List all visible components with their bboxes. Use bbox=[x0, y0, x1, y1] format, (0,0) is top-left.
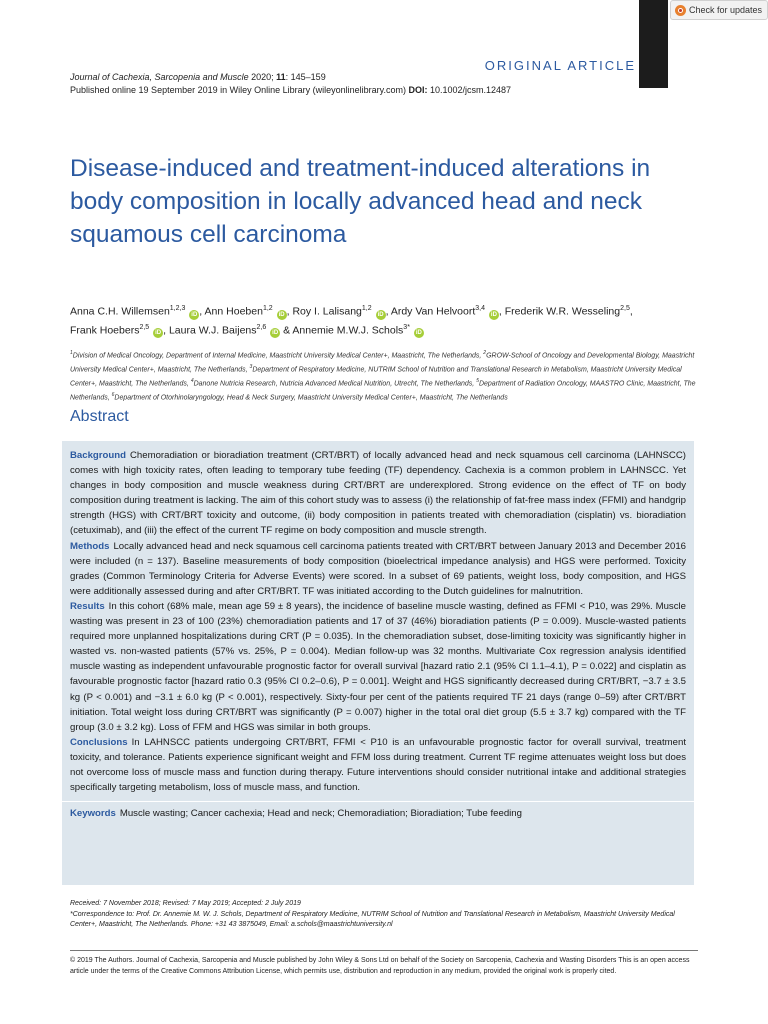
author-name[interactable]: Laura W.J. Baijens bbox=[168, 324, 257, 336]
orcid-icon[interactable]: iD bbox=[191, 311, 198, 318]
keywords-text: Muscle wasting; Cancer cachexia; Head and neck; Chemoradiation; Bioradiation; Tube feeding bbox=[119, 808, 522, 820]
author-name[interactable]: Frederik W.R. Wesseling bbox=[504, 305, 621, 318]
abstract-results bbox=[70, 599, 686, 735]
abstract-keywords bbox=[70, 802, 686, 821]
orcid-icon[interactable]: iD bbox=[278, 311, 285, 318]
header-black-tab bbox=[639, 0, 668, 88]
background-text: Chemoradiation or bioradiation treatment (CRT/BRT) of locally advanced head and neck squamous cell carcinoma (LAHNSCC) comes with high toxicity rates, often leading to temporary tube feeding (TF) dependency. Cachexia is a common problem in LAHNSCC. Yet changes in body composition and muscle weakness during CRT/BRT are underexplored. Strong evidence on the effect of TF on body composition during treatment is lacking. The aim of this cohort study was to assess (i) the relationship of fat-free mass index (FFMI) and handgrip strength (HGS) with CRT/BRT toxicity and outcome, (ii) body composition in patients treated with chemoradiation (cisplatin) vs. bioradiation (cetuximab), and (iii) the effect of the current TF regime on body composition and muscle strength. bbox=[70, 450, 686, 537]
author-affil-sup: 2,6 bbox=[256, 323, 267, 331]
author-name[interactable]: Ann Hoeben bbox=[204, 305, 263, 318]
abstract-conclusions bbox=[70, 735, 686, 795]
conclusions-text: In LAHNSCC patients undergoing CRT/BRT, FFMI < P10 is an unfavourable prognostic factor for overall survival, treatment toxicity, and tolerance. Patients experience significant weight and FFM loss during treatment. Current TF regime attenuates weight loss but does not overcome loss of muscle mass and function during therapy. Future interventions should consider nutritional intake and additional strategies specifically targeting metabolism, loss of muscle mass, and function. bbox=[70, 736, 686, 794]
affil-text: Danone Nutricia Research, Nutricia Advanced Medical Nutrition, Utrecht, The Netherlands, bbox=[193, 380, 477, 388]
article-type-label: ORIGINAL ARTICLE bbox=[484, 58, 636, 73]
author-affil-sup: 3,4 bbox=[475, 305, 485, 312]
published-online: Published online 19 September 2019 in Wiley Online Library (wileyonlinelibrary.com) bbox=[70, 85, 409, 95]
background-label: Background bbox=[70, 450, 126, 461]
author-separator: , bbox=[286, 305, 293, 318]
author-separator: & bbox=[280, 324, 293, 336]
author-name[interactable]: Ardy Van Helvoort bbox=[390, 305, 476, 318]
orcid-icon[interactable]: iD bbox=[490, 311, 497, 318]
orcid-icon[interactable]: iD bbox=[272, 330, 279, 336]
footer-divider bbox=[70, 950, 698, 951]
affil-text: Department of Otorhinolaryngology, Head & Neck Surgery, Maastricht University Medical Center+, Maastricht, The Netherlands bbox=[114, 394, 508, 402]
abstract-heading: Abstract bbox=[70, 408, 129, 425]
affil-number: 3 bbox=[249, 363, 253, 370]
abstract-box bbox=[62, 441, 694, 885]
affil-text: Department of Respiratory Medicine, NUTRIM School of Nutrition and Translational Research in Metabolism, Maastricht University Medical Center+, Maastricht, The Netherlands, bbox=[70, 366, 682, 388]
affil-text: GROW-School of Oncology and Developmental Biology, Maastricht University Medical Center+, Maastricht, The Netherlands, bbox=[70, 352, 695, 374]
affil-text: Department of Radiation Oncology, MAASTRO Clinic, Maastricht, The Netherlands, bbox=[70, 380, 696, 402]
methods-label: Methods bbox=[70, 540, 110, 552]
orcid-icon[interactable]: iD bbox=[155, 330, 162, 336]
author-name[interactable]: Roy I. Lalisang bbox=[292, 305, 362, 318]
journal-year: 2020; bbox=[248, 72, 277, 82]
affiliations bbox=[70, 348, 698, 404]
crossmark-icon bbox=[675, 5, 686, 16]
check-for-updates-button[interactable] bbox=[670, 0, 768, 20]
author-name[interactable]: Annemie M.W.J. Schols bbox=[292, 324, 404, 336]
affil-number: 5 bbox=[476, 377, 479, 384]
journal-volume: 11 bbox=[276, 72, 286, 82]
license-text: © 2019 The Authors. Journal of Cachexia, Sarcopenia and Muscle published by John Wiley & Sons Ltd on behalf of the Society on Sarcopenia, Cachexia and Wasting Disorders This is an open access article under the terms of the Creative Commons Attribution License, which permits use, distribution and reproduction in any medium, provided the original work is properly cited. bbox=[70, 957, 690, 975]
author-separator: , bbox=[163, 324, 169, 336]
author-separator: , bbox=[385, 305, 391, 318]
doi-label: DOI: bbox=[408, 85, 428, 95]
abstract-methods bbox=[70, 539, 686, 599]
author-separator: , bbox=[498, 305, 505, 318]
received-info bbox=[70, 899, 700, 931]
author-affil-sup: 1,2 bbox=[262, 305, 273, 312]
journal-pages: : 145–159 bbox=[285, 72, 326, 82]
author-name[interactable]: Frank Hoebers bbox=[70, 324, 140, 336]
author-list bbox=[70, 301, 700, 338]
check-for-updates-label: Check for updates bbox=[689, 5, 763, 15]
correspondence: *Correspondence to: Prof. Dr. Annemie M. W. J. Schols, Department of Respiratory Medicine, NUTRIM School of Nutrition and Translational Research in Metabolism, Maastricht University Medical Center+, Maastricht, The Netherlands. Phone: +31 43 3875049, Email: a.schols@maastrichtuniversity.nl bbox=[70, 910, 675, 928]
journal-name: Journal of Cachexia, Sarcopenia and Muscle bbox=[70, 72, 249, 82]
author-affil-sup: 1,2,3 bbox=[169, 305, 186, 312]
author-separator: , bbox=[199, 305, 205, 318]
results-text: In this cohort (68% male, mean age 59 ± 8 years), the incidence of baseline muscle wasting, defined as FFMI < P10, was 29%. Muscle wasting was present in 23 of 100 (23%) chemoradiation patients and 17 of 37 (46%) bioradiation patients (P = 0.009). Muscle-wasted patients required more unplanned hospitalizations during CRT (P = 0.035). In the chemoradiation subset, dose-limiting toxicity was significantly higher in wasted vs. non-wasted patients (57% vs. 25%, P = 0.004). Median follow-up was 32 months. Multivariate Cox regression analysis identified muscle wasting as independent unfavourable prognostic factor for overall survival [hazard ratio 2.1 (95% CI 1.1–4.1), P = 0.022] and cisplatin as favourable prognostic factor [hazard ratio 0.3 (95% CI 0.2–0.6), P = 0.001]. Weight and HGS significantly decreased during CRT/BRT, −3.7 ± 3.5 kg (P < 0.001) and −3.1 ± 6.0 kg (P < 0.001), respectively. Sixty-four per cent of the patients required TF 21 days (range 0–59) after CRT/BRT initiation. Total weight loss during CRT/BRT was significantly (P = 0.007) higher in the total oral diet group (5.5 ± 3.7 kg) compared with the TF group (3.0 ± 3.2 kg). Loss of FFM and HGS was similar in both groups. bbox=[70, 600, 686, 733]
author-separator: , bbox=[629, 305, 633, 318]
orcid-icon[interactable]: iD bbox=[377, 311, 384, 318]
author-affil-sup: 2,5 bbox=[139, 323, 150, 331]
author-name[interactable]: Anna C.H. Willemsen bbox=[70, 305, 170, 318]
author-affil-sup: 3* bbox=[403, 323, 410, 331]
keywords-label: Keywords bbox=[70, 808, 116, 820]
affil-number: 4 bbox=[190, 377, 194, 384]
doi-link[interactable]: 10.1002/jcsm.12487 bbox=[427, 85, 512, 95]
abstract-background bbox=[70, 448, 686, 539]
methods-text: Locally advanced head and neck squamous cell carcinoma patients treated with CRT/BRT between January 2013 and December 2016 were included (n = 137). Baseline measurements of body composition (bioelectrical impedance analysis) and HGS were performed. Toxicity grades (Common Terminology Criteria for Adverse Events) were scored. In a subset of 69 patients, weight loss, body composition, and HGS were additionally assessed during and after CRT/BRT. TF was initiated according to the Dutch guidelines for malnutrition. bbox=[70, 540, 686, 597]
article-title: Disease-induced and treatment-induced alterations in body composition in locally advanced head and neck squamous cell carcinoma bbox=[70, 155, 651, 248]
results-label: Results bbox=[70, 600, 105, 612]
journal-citation bbox=[70, 71, 511, 97]
author-affil-sup: 1,2 bbox=[361, 305, 372, 312]
affil-number: 2 bbox=[483, 350, 487, 356]
received-dates: Received: 7 November 2018; Revised: 7 May 2019; Accepted: 2 July 2019 bbox=[70, 900, 301, 907]
affil-number: 6 bbox=[111, 391, 115, 398]
conclusions-label: Conclusions bbox=[70, 736, 128, 748]
affil-number: 1 bbox=[70, 350, 73, 356]
affil-text: Division of Medical Oncology, Department of Internal Medicine, Maastricht University Medical Center+, Maastricht, The Netherlands, bbox=[72, 352, 484, 360]
author-affil-sup: 2,5 bbox=[620, 305, 630, 312]
orcid-icon[interactable]: iD bbox=[415, 330, 422, 336]
